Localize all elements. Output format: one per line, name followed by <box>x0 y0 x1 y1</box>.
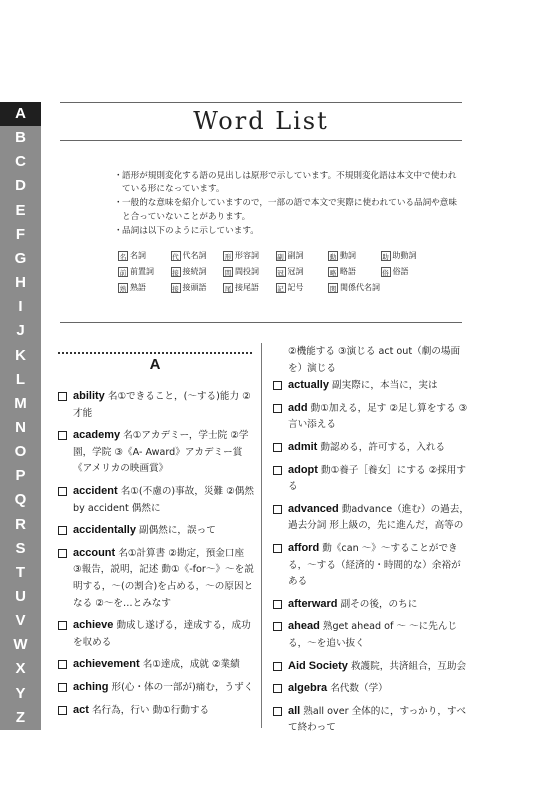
legend-item <box>223 282 259 293</box>
note-bullet: ・ <box>114 198 123 209</box>
legend-item <box>328 282 380 293</box>
tab-k[interactable]: K <box>15 346 26 364</box>
legend-item <box>171 266 207 277</box>
definition: 名①アカデミー，学士院 ②学園，学院 ③《A- Award》アカデミー賞《アメリカの映画賞》 <box>73 430 249 475</box>
tab-p[interactable]: P <box>15 467 26 485</box>
legend-label: 俗語 <box>392 267 409 276</box>
tab-x[interactable]: X <box>15 660 26 678</box>
headword: actually <box>288 379 329 392</box>
headword: act <box>73 703 89 716</box>
definition: 熟all over 全体的に，すっかり，すべて終わって <box>288 705 466 734</box>
definition: 動①養子［養女］にする ②採用する <box>288 464 466 493</box>
continued-entry-text: ②機能する ③演じる act out（劇の場面を）演じる <box>288 346 461 374</box>
legend-item <box>328 250 356 261</box>
tab-f[interactable]: F <box>15 225 26 243</box>
legend-abbr-box: 尾 <box>224 285 232 293</box>
word-entry <box>58 702 254 720</box>
headword: ability <box>73 390 105 402</box>
definition: 動成し遂げる，達成する，成功を収める <box>73 620 251 648</box>
tab-o[interactable]: O <box>14 443 27 461</box>
legend-abbr-box: 助 <box>382 253 389 261</box>
entry-checkbox[interactable] <box>273 505 282 514</box>
word-list-right-column <box>273 344 469 742</box>
tab-w[interactable]: W <box>13 636 28 654</box>
section-dotted-rule <box>58 352 252 354</box>
note-bullet: ・ <box>114 225 123 236</box>
word-entry <box>273 680 469 698</box>
legend-item <box>276 250 304 261</box>
note-text: 一般的な意味を紹介していますので，一部の語で本文で実際に使われている品詞や意味と合っていないことがあります。 <box>122 198 457 222</box>
legend-item <box>223 266 259 277</box>
section-letter: A <box>149 356 161 373</box>
headword: afterward <box>288 597 338 610</box>
word-entry <box>58 617 254 651</box>
definition: 名①計算書 ②勘定，預金口座 ③報告，説明，記述 動①《-for～》～を説明する，～(の割合)を占める，～の原因となる ②～を…とみなす <box>73 547 254 609</box>
tab-s[interactable]: S <box>15 539 26 557</box>
definition: 名①(不慮の)事故，災難 ②偶然 by accident 偶然に <box>73 485 254 514</box>
headword: accidentally <box>73 524 136 537</box>
note-bullet: ・ <box>114 171 123 181</box>
word-entry <box>273 377 469 395</box>
usage-note <box>114 225 464 238</box>
header-top-rule <box>60 102 462 103</box>
header-title-rule <box>60 140 462 141</box>
entry-checkbox[interactable] <box>58 706 67 715</box>
legend-abbr-box: 名 <box>119 253 127 261</box>
tab-d[interactable]: D <box>15 177 26 195</box>
alphabet-tab-strip <box>0 102 41 730</box>
legend-label: 接続詞 <box>182 267 207 276</box>
headword: afford <box>288 541 320 554</box>
entry-checkbox[interactable] <box>273 404 282 413</box>
legend-label: 名詞 <box>130 251 146 260</box>
legend-abbr-box: 副 <box>277 253 284 261</box>
entry-checkbox[interactable] <box>58 431 67 440</box>
legend-item <box>381 250 417 261</box>
tab-i[interactable]: I <box>18 298 23 316</box>
headword: adopt <box>288 463 318 476</box>
legend-label: 副詞 <box>287 251 304 260</box>
legend-label: 間投詞 <box>235 267 259 276</box>
word-entry <box>273 439 469 457</box>
legend-abbr-box: 関 <box>329 285 337 293</box>
legend-abbr-box: 形 <box>224 253 232 261</box>
entry-checkbox[interactable] <box>58 660 67 669</box>
headword: achievement <box>73 658 140 671</box>
legend-label: 動詞 <box>340 251 356 260</box>
entry-checkbox[interactable] <box>58 621 67 630</box>
legend-label: 助動詞 <box>392 251 417 260</box>
word-entry <box>273 658 469 676</box>
legend-abbr-box: 動 <box>329 253 337 261</box>
tab-v[interactable]: V <box>15 612 26 630</box>
word-entry <box>273 501 469 535</box>
word-entry <box>58 679 254 697</box>
legend-item <box>118 250 146 261</box>
tab-u[interactable]: U <box>15 588 26 605</box>
word-entry <box>58 388 254 422</box>
entry-checkbox[interactable] <box>58 392 67 401</box>
definition: 動認める，許可する，入れる <box>320 441 446 453</box>
legend-item <box>328 266 356 277</box>
definition: 名①できること，(～する)能力 ②才能 <box>73 391 251 419</box>
legend-item <box>171 250 207 261</box>
tab-z[interactable]: Z <box>15 708 26 726</box>
legend-abbr-box: 接 <box>172 285 179 293</box>
headword: add <box>288 401 308 414</box>
headword: all <box>288 704 301 717</box>
tab-j[interactable]: J <box>16 322 25 340</box>
legend-abbr-box: 前 <box>119 269 127 277</box>
legend-abbr-box: 冠 <box>277 269 284 277</box>
headword: admit <box>288 440 318 453</box>
legend-abbr-box: 接 <box>172 269 179 277</box>
definition: 副実際に，本当に，実は <box>332 380 438 392</box>
header-bottom-rule <box>60 322 462 323</box>
headword: account <box>73 546 116 559</box>
legend-label: 接尾語 <box>235 283 259 292</box>
entry-checkbox[interactable] <box>58 683 67 692</box>
definition: 動advance（進む）の過去，過去分詞 形上級の，先に進んだ，高等の <box>288 503 469 532</box>
entry-checkbox[interactable] <box>273 707 282 716</box>
word-entry <box>58 545 254 612</box>
legend-item <box>118 282 146 293</box>
legend-label: 関係代名詞 <box>340 283 380 292</box>
definition: 名①達成，成就 ②業績 <box>142 659 240 671</box>
word-entry <box>273 703 469 737</box>
legend-label: 略語 <box>340 267 356 276</box>
legend-label: 形容詞 <box>235 251 259 260</box>
definition: 名代数（学） <box>330 683 388 695</box>
tab-t[interactable]: T <box>15 563 26 581</box>
legend-abbr-box: 代 <box>172 253 179 261</box>
entry-checkbox[interactable] <box>273 622 282 631</box>
tab-y[interactable]: Y <box>15 684 26 702</box>
legend-label: 代名詞 <box>182 251 207 260</box>
word-entry <box>273 618 469 652</box>
tab-g[interactable]: G <box>14 249 27 267</box>
entry-checkbox[interactable] <box>273 443 282 452</box>
legend-item <box>381 266 409 277</box>
definition: 名行為，行い 動①行動する <box>91 704 210 716</box>
entry-checkbox[interactable] <box>58 549 67 558</box>
usage-note <box>114 170 464 196</box>
headword: accident <box>73 484 118 497</box>
tab-e[interactable]: E <box>15 201 26 219</box>
legend-abbr-box: 略 <box>329 269 337 277</box>
entry-checkbox[interactable] <box>58 526 67 535</box>
legend-abbr-box: 間 <box>224 269 232 277</box>
headword: ahead <box>288 620 320 633</box>
tab-a[interactable]: A <box>0 102 41 126</box>
word-entry <box>273 462 469 496</box>
word-entry <box>58 522 254 540</box>
legend-abbr-box: 熟 <box>119 285 127 293</box>
definition: 副偶然に，誤って <box>139 525 216 537</box>
tab-c[interactable]: C <box>15 153 26 171</box>
legend-label: 熟語 <box>130 283 146 292</box>
legend-label: 前置詞 <box>130 267 154 276</box>
entry-checkbox[interactable] <box>273 684 282 693</box>
entry-checkbox[interactable] <box>273 662 282 671</box>
entry-checkbox[interactable] <box>273 466 282 475</box>
usage-notes <box>114 170 464 239</box>
word-entry <box>58 427 254 478</box>
note-text: 品詞は以下のように示しています。 <box>122 225 259 236</box>
legend-label: 接頭語 <box>182 283 207 292</box>
definition: 副その後，のちに <box>340 598 418 610</box>
legend-item <box>171 282 207 293</box>
headword: Aid Society <box>288 659 348 672</box>
definition: 救護院，共済組合，互助会 <box>350 660 467 672</box>
legend-label: 冠詞 <box>287 267 304 276</box>
word-entry <box>58 656 254 674</box>
page-title: Word List <box>193 107 329 135</box>
legend-item <box>276 282 304 293</box>
tab-m[interactable]: M <box>14 394 27 412</box>
legend-abbr-box: 記 <box>277 285 284 293</box>
headword: algebra <box>288 682 328 695</box>
headword: aching <box>73 680 109 693</box>
word-entry <box>273 400 469 434</box>
legend-item <box>276 266 304 277</box>
definition: 熟get ahead of ～ ～に先んじる，～を追い抜く <box>288 621 458 649</box>
column-divider <box>261 343 262 728</box>
tab-n[interactable]: N <box>15 418 26 436</box>
word-entry <box>273 596 469 614</box>
note-text: 語形が規則変化する語の見出しは原形で示しています。不規則変化語は本文中で使われている形になっています。 <box>122 171 457 195</box>
word-list-left-column <box>58 388 254 724</box>
tab-b[interactable]: B <box>15 129 26 147</box>
tab-l[interactable]: L <box>15 370 26 388</box>
entry-checkbox[interactable] <box>273 381 282 390</box>
entry-checkbox[interactable] <box>273 544 282 553</box>
tab-h[interactable]: H <box>15 274 26 292</box>
legend-abbr-box: 俗 <box>382 269 389 277</box>
legend-item <box>118 266 154 277</box>
word-entry <box>273 540 469 591</box>
definition: 動《can ～》～することができる，～する（経済的・時間的な）余裕がある <box>288 542 461 588</box>
definition: 動①加える，足す ②足し算をする ③言い添える <box>288 402 468 431</box>
entry-checkbox[interactable] <box>58 487 67 496</box>
legend-label: 記号 <box>287 283 304 292</box>
headword: achieve <box>73 619 114 632</box>
entry-checkbox[interactable] <box>273 600 282 609</box>
headword: advanced <box>288 502 339 515</box>
usage-note <box>114 197 464 223</box>
legend-item <box>223 250 259 261</box>
tab-r[interactable]: R <box>15 515 26 533</box>
definition: 形(心・体の一部が)痛む，うずく <box>111 681 254 693</box>
tab-q[interactable]: Q <box>14 491 27 509</box>
word-entry <box>58 483 254 517</box>
headword: academy <box>73 429 121 442</box>
